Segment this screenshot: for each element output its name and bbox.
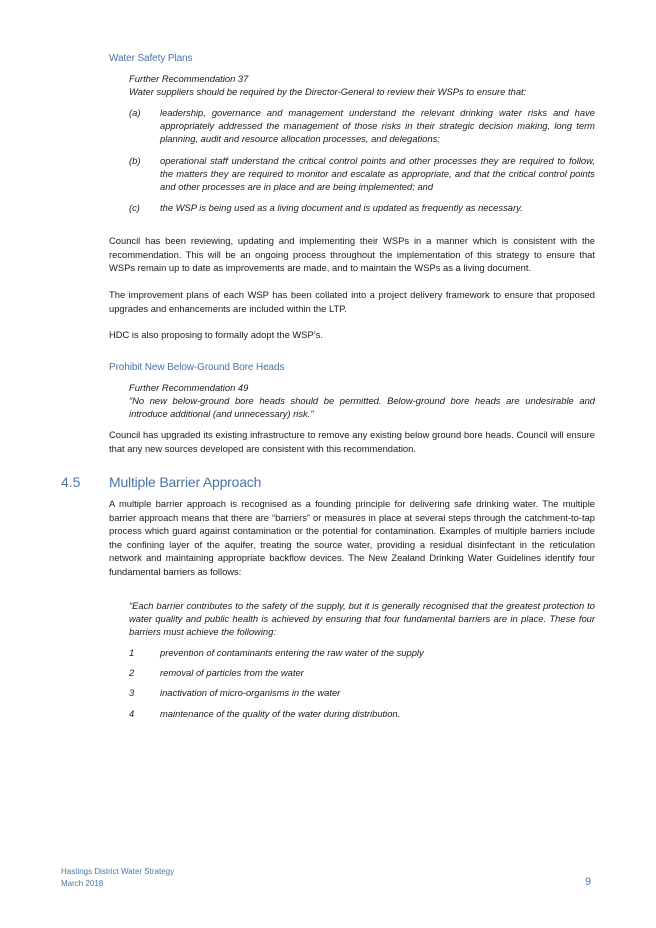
footer — [61, 866, 174, 890]
wsp-recommendation-items — [129, 106, 595, 214]
bore-recommendation-title: Further Recommendation 49 — [129, 382, 249, 393]
item-label: (c) — [129, 202, 140, 214]
list-item — [129, 154, 595, 194]
section-paragraph: A multiple barrier approach is recognised as a founding principle for delivering safe drinking water. The multiple barrier approach means that there are “barriers” or measures in place at several steps through the catchment-to-tap process which guard against contamination or the potential for contamination. Examples of multiple barriers include the confining layer of the aquifer, treating the source water, providing a residual disinfectant in the reticulation network and maintaining appropriate backflow devices. The New Zealand Drinking Water Guidelines identify four fundamental barriers as follows: — [109, 498, 595, 577]
barrier-number: 1 — [129, 647, 135, 658]
barrier-text: maintenance of the quality of the water during distribution. — [160, 707, 401, 719]
barrier-number: 2 — [129, 667, 135, 679]
barrier-number: 3 — [129, 687, 135, 699]
item-label: (b) — [129, 154, 141, 166]
section-quote: “Each barrier contributes to the safety of the supply, but it is generally recognised that the greatest protection to water quality and public health is achieved by ensuring that four fundamental barriers are in place. These four barriers must achieve the following: — [129, 600, 595, 638]
wsp-paragraph-1: Council has been reviewing, updating and implementing their WSPs in a manner which is consistent with the recommendation. This will be an ongoing process throughout the implementation of this strategy to ensure that WSPs remain up to date as improvements are made, and to maintain the WSPs as a living document. — [109, 235, 595, 274]
list-item — [129, 666, 595, 679]
wsp-recommendation — [129, 72, 595, 98]
bore-heads-heading: Prohibit New Below-Ground Bore Heads — [109, 362, 285, 373]
footer-date: March 2018 — [61, 879, 104, 888]
item-text: operational staff understand the critical control points and other processes they are required to follow, the matters they are required to monitor and escalate as appropriate, and that the critical control points and other processes are in place and are being implemented; and — [160, 154, 595, 193]
item-text: the WSP is being used as a living document and is updated as frequently as necessary. — [160, 202, 523, 214]
barrier-number: 4 — [129, 707, 135, 719]
barrier-text: removal of particles from the water — [160, 667, 304, 679]
item-label: (a) — [129, 107, 141, 118]
section-number: 4.5 — [61, 474, 81, 490]
bore-recommendation — [129, 381, 595, 421]
footer-doc-title: Hastings District Water Strategy — [61, 867, 175, 876]
water-safety-plans-heading: Water Safety Plans — [109, 53, 193, 64]
list-item — [129, 106, 595, 146]
wsp-recommendation-intro: Water suppliers should be required by the Director-General to review their WSPs to ensure that: — [129, 86, 527, 98]
list-item — [129, 686, 595, 699]
list-item — [129, 201, 595, 214]
wsp-recommendation-title: Further Recommendation 37 — [129, 73, 249, 84]
barrier-text: prevention of contaminants entering the raw water of the supply — [160, 647, 424, 658]
list-item — [129, 707, 595, 720]
bore-recommendation-text: “No new below-ground bore heads should be permitted. Below-ground bore heads are undesirable and introduce additional (and unnecessary) risk.” — [129, 395, 595, 420]
section-title: Multiple Barrier Approach — [109, 474, 262, 490]
wsp-paragraph-3: HDC is also proposing to formally adopt the WSP’s. — [109, 329, 323, 340]
item-text: leadership, governance and management understand the relevant drinking water risks and have appropriately addressed the management of those risks in their strategic decision making, long term planning, audit and resource allocation processes, and delegations; — [160, 107, 595, 145]
wsp-paragraph-2: The improvement plans of each WSP has been collated into a project delivery framework to ensure that proposed upgrades and enhancements are included within the LTP. — [109, 289, 595, 314]
barrier-list — [129, 646, 595, 720]
page-number: 9 — [585, 876, 592, 888]
barrier-text: inactivation of micro-organisms in the water — [160, 687, 341, 699]
list-item — [129, 646, 595, 659]
bore-paragraph: Council has upgraded its existing infrastructure to remove any existing below ground bore heads. Council will ensure that any new sources developed are consistent with this recommendation. — [109, 429, 595, 454]
